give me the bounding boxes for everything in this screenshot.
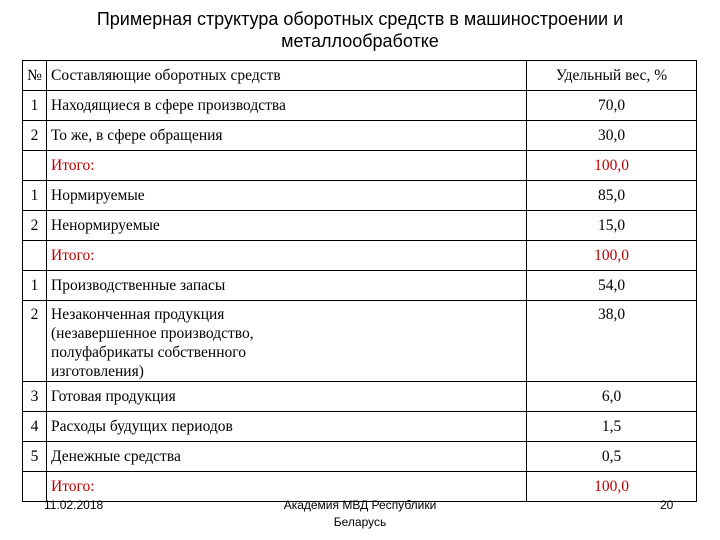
row-num: 2 xyxy=(23,301,47,382)
table-row xyxy=(23,412,697,442)
header-num: № xyxy=(23,61,47,91)
footer-page-number: 20 xyxy=(660,498,674,512)
table-row xyxy=(23,382,697,412)
table-row xyxy=(23,91,697,121)
row-label: Расходы будущих периодов xyxy=(47,412,527,442)
row-label: Производственные запасы xyxy=(47,271,527,301)
table-row xyxy=(23,211,697,241)
total-row xyxy=(23,151,697,181)
working-capital-table xyxy=(22,60,697,502)
row-num xyxy=(23,241,47,271)
row-num: 1 xyxy=(23,181,47,211)
row-value: 30,0 xyxy=(527,121,697,151)
total-label: Итого: xyxy=(47,241,527,271)
row-num xyxy=(23,151,47,181)
row-num: 2 xyxy=(23,211,47,241)
row-label: Денежные средства xyxy=(47,442,527,472)
footer-organization: Академия МВД Республики Беларусь xyxy=(283,498,437,529)
total-value: 100,0 xyxy=(527,151,697,181)
page-title: Примерная структура оборотных средств в машиностроении и металлообработке xyxy=(96,9,624,51)
row-value: 54,0 xyxy=(527,271,697,301)
row-label: Нормируемые xyxy=(47,181,527,211)
row-value: 70,0 xyxy=(527,91,697,121)
row-label: Находящиеся в сфере производства xyxy=(47,91,527,121)
row-value: 1,5 xyxy=(527,412,697,442)
row-num: 3 xyxy=(23,382,47,412)
header-row xyxy=(23,61,697,91)
row-num: 5 xyxy=(23,442,47,472)
header-component: Составляющие оборотных средств xyxy=(47,61,527,91)
table-row xyxy=(23,121,697,151)
total-value: 100,0 xyxy=(527,472,697,502)
row-value: 0,5 xyxy=(527,442,697,472)
row-label: Ненормируемые xyxy=(47,211,527,241)
row-num: 2 xyxy=(23,121,47,151)
table-row xyxy=(23,442,697,472)
row-num xyxy=(23,472,47,502)
header-share: Удельный вес, % xyxy=(527,61,697,91)
row-num: 1 xyxy=(23,91,47,121)
row-value: 85,0 xyxy=(527,181,697,211)
total-label: Итого: xyxy=(47,472,527,502)
table-row xyxy=(23,301,697,382)
row-value: 38,0 xyxy=(527,301,697,382)
total-value: 100,0 xyxy=(527,241,697,271)
table-row xyxy=(23,181,697,211)
row-label: Готовая продукция xyxy=(47,382,527,412)
footer-date: 11.02.2018 xyxy=(44,498,104,512)
row-value: 15,0 xyxy=(527,211,697,241)
row-label: То же, в сфере обращения xyxy=(47,121,527,151)
row-num: 4 xyxy=(23,412,47,442)
row-label: Незаконченная продукция (незавершенное производство, полуфабрикаты собственного изготовления) xyxy=(47,301,527,382)
total-label: Итого: xyxy=(47,151,527,181)
table-row xyxy=(23,271,697,301)
total-row xyxy=(23,241,697,271)
row-num: 1 xyxy=(23,271,47,301)
row-value: 6,0 xyxy=(527,382,697,412)
